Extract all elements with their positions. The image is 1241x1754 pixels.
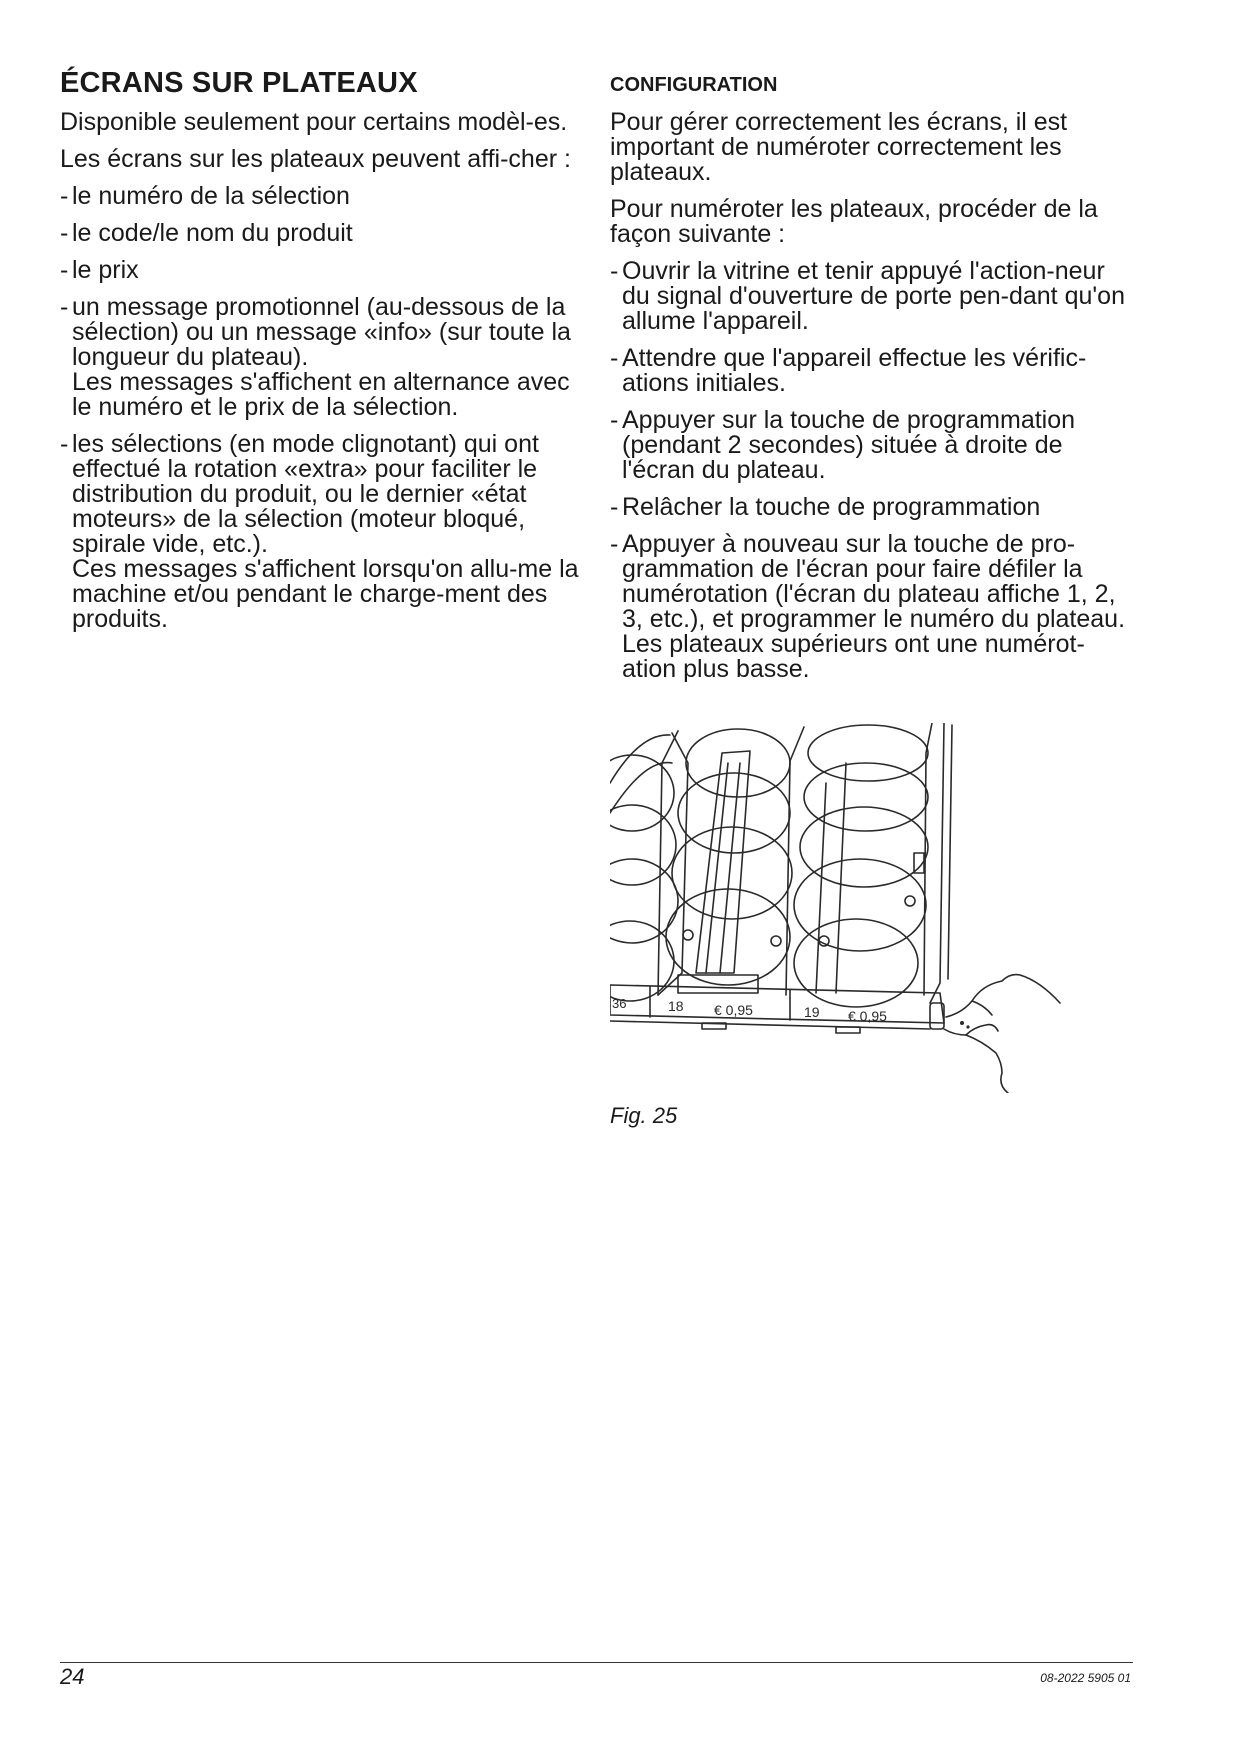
dash-bullet: - [60,219,69,247]
side-panel [948,725,952,979]
left-spiral-column [610,733,688,1001]
list-item-text: Appuyer sur la touche de programmation (pendant 2 secondes) située à droite de l'écran du plateau. [622,406,1076,484]
list-item-text: Attendre que l'appareil effectue les vérific-ations initiales. [622,344,1087,397]
dash-bullet: - [60,430,69,458]
list-item [610,532,1130,682]
tray-drawing [610,723,1082,1093]
procedure-steps-list [610,259,1130,682]
partial-selection-number: 36 [612,996,627,1011]
hand-illustration [944,975,1060,1093]
dash-bullet: - [610,530,619,558]
figure-caption: Fig. 25 [610,1103,678,1128]
display-intro-paragraph: Les écrans sur les plateaux peuvent affi-cher : [60,145,571,173]
page-number: 24 [60,1664,85,1689]
list-item-text: un message promotionnel (au-dessous de la sélection) ou un message «info» (sur toute la longueur du plateau). [72,293,571,371]
display-content-list [60,184,580,632]
selection-number-label: 18 [668,998,684,1014]
tray-display-illustration [610,723,1082,1093]
list-item [60,295,580,420]
dash-bullet: - [60,293,69,321]
side-panel [930,723,944,1003]
configuration-heading: CONFIGURATION [610,74,778,96]
list-item-note: Les plateaux supérieurs ont une numérot-ation plus basse. [622,630,1085,683]
list-item-text: le code/le nom du produit [72,219,353,247]
list-item-note: Les messages s'affichent en alternance avec le numéro et le prix de la sélection. [72,368,570,421]
dash-bullet: - [610,344,619,372]
availability-paragraph: Disponible seulement pour certains modèl-es. [60,108,568,136]
configuration-intro-paragraph: Pour gérer correctement les écrans, il est important de numéroter correctement les plateaux. [610,108,1068,186]
list-item-text: Appuyer à nouveau sur la touche de pro-grammation de l'écran pour faire défiler la numérotation (l'écran du plateau affiche 1, 2, 3, etc.), et programmer le numéro du plateau. [622,530,1126,633]
selection-number-label: 19 [804,1004,820,1020]
section-heading: ÉCRANS SUR PLATEAUX [60,67,418,99]
dash-bullet: - [610,406,619,434]
left-body [60,110,580,644]
dash-bullet: - [60,182,69,210]
list-item [610,495,1130,520]
list-item [610,259,1130,334]
list-item [610,408,1130,483]
dash-bullet: - [610,493,619,521]
list-item-text: le prix [72,256,139,284]
right-spiral-column [794,725,928,1007]
footer-divider [60,1662,1133,1663]
dash-bullet: - [610,257,619,285]
list-item [610,346,1130,396]
list-item-note: Ces messages s'affichent lorsqu'on allu-me la machine et/ou pendant le charge-ment des produits. [72,555,579,633]
price-label: € 0,95 [848,1008,887,1024]
document-code: 08-2022 5905 01 [1040,1671,1131,1685]
list-item-text: Relâcher la touche de programmation [622,493,1041,521]
list-item [60,184,580,209]
divider-wall [658,731,678,995]
numbering-intro-paragraph: Pour numéroter les plateaux, procéder de la façon suivante : [610,195,1098,248]
list-item-text: les sélections (en mode clignotant) qui ont effectué la rotation «extra» pour faciliter le distribution du produit, ou le dernier «état moteurs» de la sélection (moteur bloqué, spirale vide, etc.). [72,430,539,558]
right-body [610,110,1130,694]
list-item [60,258,580,283]
price-label: € 0,95 [714,1002,753,1018]
list-item-text: Ouvrir la vitrine et tenir appuyé l'action-neur du signal d'ouverture de porte pen-dant qu'on allume l'appareil. [622,257,1125,335]
list-item [60,221,580,246]
dash-bullet: - [60,256,69,284]
list-item [60,432,580,632]
list-item-text: le numéro de la sélection [72,182,350,210]
